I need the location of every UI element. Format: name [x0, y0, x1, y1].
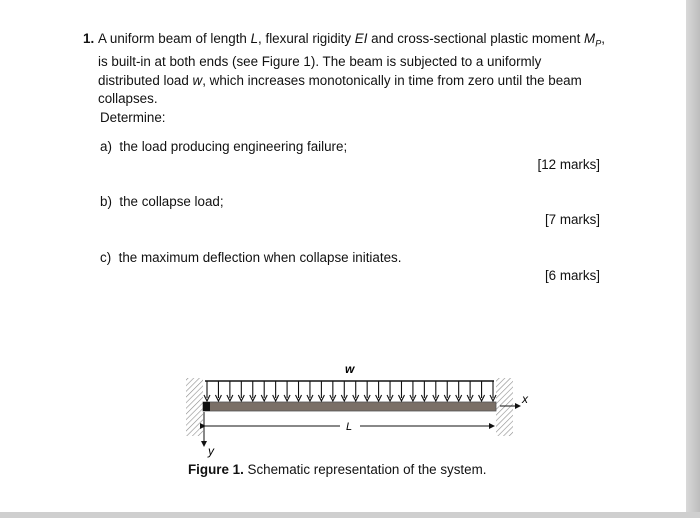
determine-heading: Determine:	[100, 110, 166, 125]
length-label: L	[346, 421, 353, 433]
part-label: a)	[100, 139, 112, 154]
figure-caption	[188, 462, 486, 477]
beam	[203, 402, 496, 411]
symbol-L: L	[250, 31, 259, 46]
part-label: b)	[100, 194, 112, 209]
question-text-part: A uniform beam of length	[98, 31, 251, 46]
symbol-EI: EI	[354, 31, 368, 46]
caption-figure-number: Figure 1.	[188, 462, 244, 477]
x-axis-label: x	[522, 392, 528, 406]
caption-text: Schematic representation of the system.	[243, 462, 487, 477]
question-text-part: , is built-in at both ends (see Figure 1). The beam is subjected to a uniformly distributed load	[98, 31, 605, 88]
question-text-part: , flexural rigidity	[258, 31, 355, 46]
question-text-part: and cross-sectional plastic moment	[367, 31, 585, 46]
symbol-w: w	[192, 72, 203, 88]
right-wall-hatch	[496, 378, 513, 436]
load-label: w	[345, 362, 355, 376]
part-text: the load producing engineering failure;	[119, 139, 348, 154]
marks-a: [12 marks]	[537, 157, 600, 172]
beam-end-fixture	[203, 402, 210, 411]
part-text: the collapse load;	[119, 194, 224, 209]
question-text-part: , which increases monotonically in time from zero until the beam collapses.	[98, 72, 582, 107]
distributed-load-arrows	[204, 381, 496, 401]
symbol-Mp-subscript: P	[595, 38, 602, 49]
left-wall-hatch	[186, 378, 203, 436]
part-text: the maximum deflection when collapse initiates.	[118, 250, 402, 265]
part-label: c)	[100, 250, 112, 265]
symbol-Mp: M	[584, 31, 596, 46]
question-number: 1.	[83, 31, 95, 46]
marks-c: [6 marks]	[544, 268, 600, 283]
y-axis-label: y	[208, 444, 214, 458]
marks-b: [7 marks]	[544, 212, 600, 227]
